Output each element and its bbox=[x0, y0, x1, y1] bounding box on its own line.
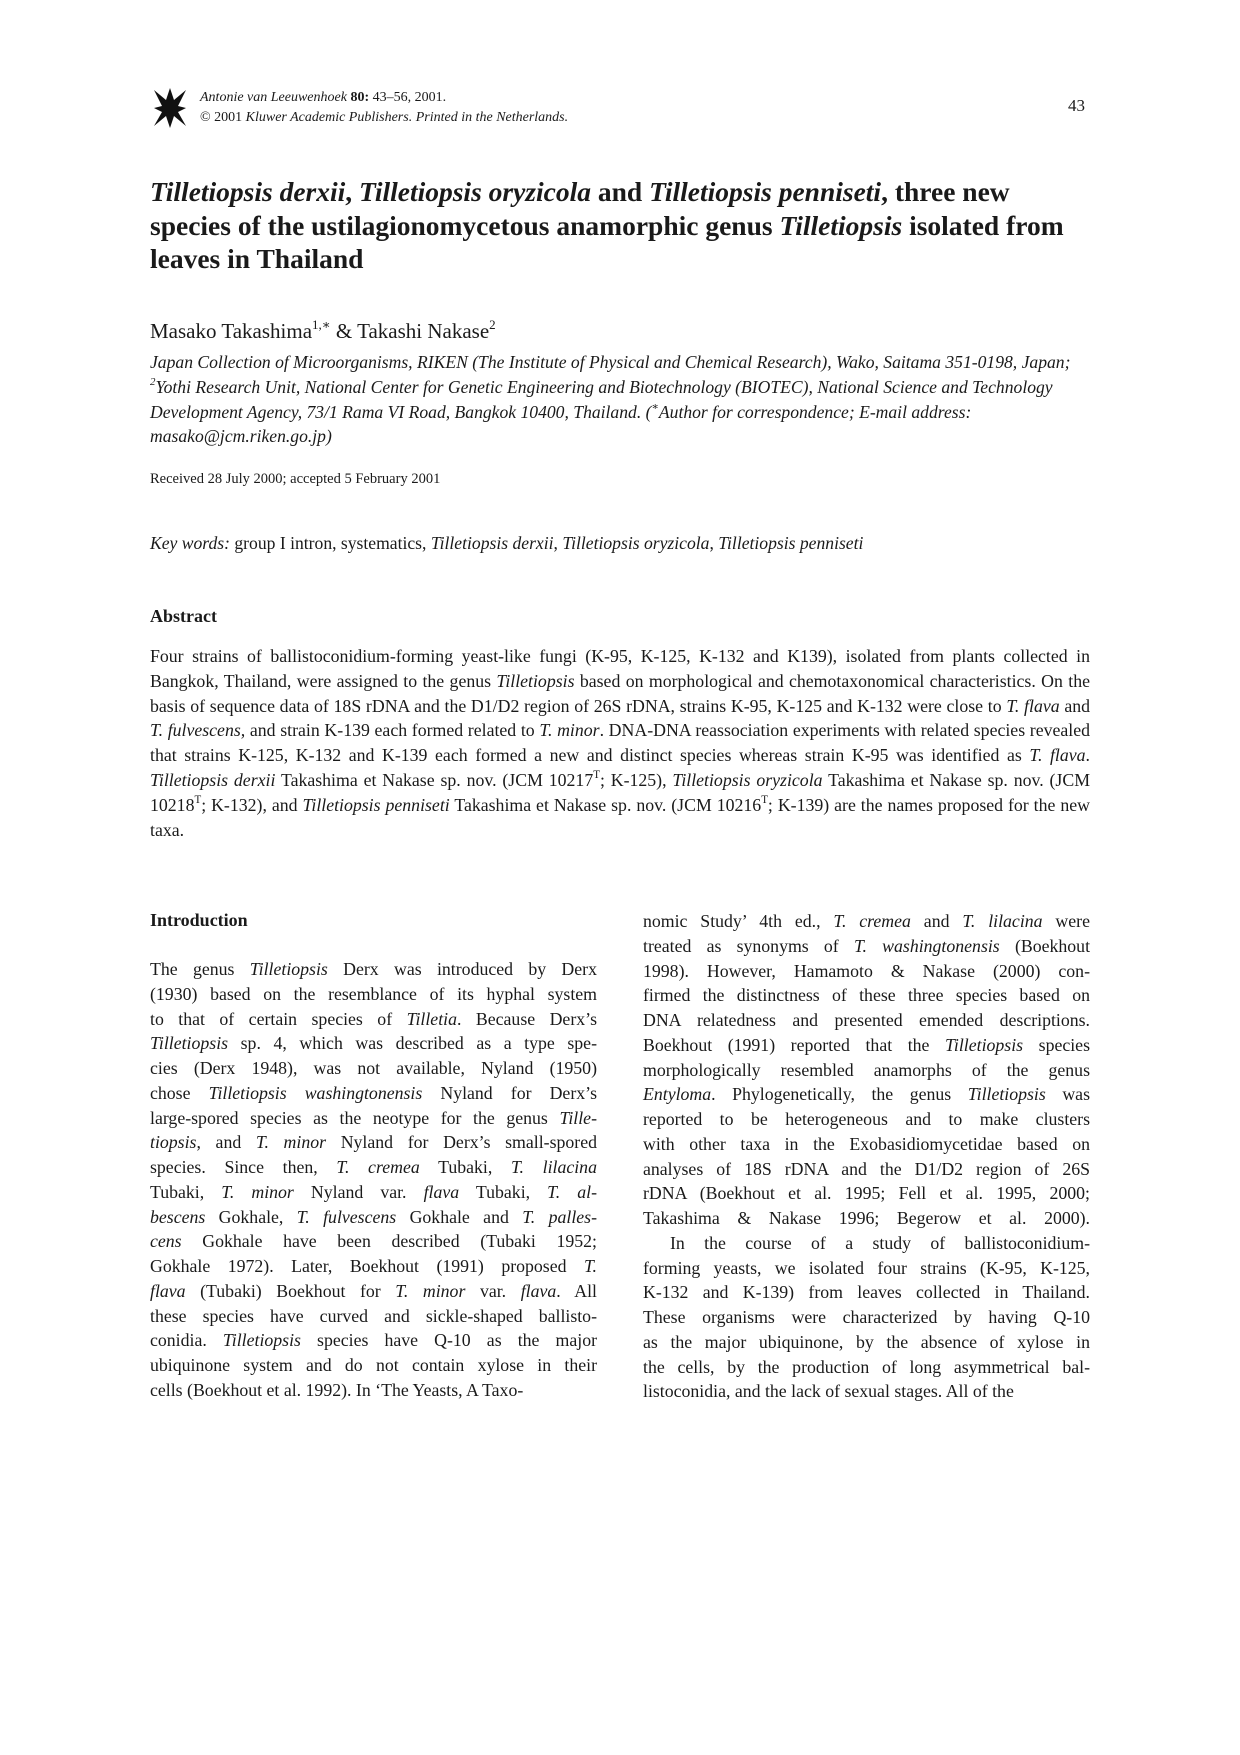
italic-term: Tilletiopsis washingtonensis bbox=[208, 1082, 423, 1103]
text-run: species. Since then, bbox=[150, 1157, 337, 1177]
text-run: Nyland for Derx’s bbox=[422, 1082, 597, 1103]
text-run: . Because Derx’s bbox=[456, 1008, 597, 1029]
text-run: (Tubaki) Boekhout for bbox=[185, 1280, 396, 1301]
text-run: Tubaki, bbox=[419, 1157, 511, 1177]
italic-term: T. minor bbox=[255, 1132, 327, 1153]
italic-term: cens bbox=[150, 1231, 182, 1252]
text-run: and bbox=[910, 911, 963, 931]
text-line bbox=[643, 1058, 1090, 1083]
italic-term: Tilletiopsis bbox=[222, 1330, 301, 1351]
italic-term: T. cremea bbox=[833, 911, 911, 931]
text-line bbox=[150, 1205, 597, 1230]
text-line bbox=[150, 1056, 597, 1081]
text-run: these species have curved and sickle-shaped ballisto- bbox=[150, 1305, 597, 1326]
publisher-logo bbox=[152, 86, 188, 130]
text-run: K-132 and K-139) from leaves collected in Thailand. bbox=[643, 1282, 1090, 1303]
abstract-heading: Abstract bbox=[150, 606, 217, 626]
introduction-right-column bbox=[643, 909, 1090, 1404]
italic-term: flava bbox=[423, 1181, 460, 1202]
italic-term: flava bbox=[150, 1280, 186, 1301]
italic-term: T. cremea bbox=[336, 1157, 420, 1177]
text-run: to that of certain species of bbox=[150, 1008, 407, 1029]
italic-term: T. lilacina bbox=[510, 1157, 597, 1177]
text-run: sp. 4, which was described as a type spe- bbox=[228, 1033, 597, 1054]
italic-term: Entyloma bbox=[643, 1084, 712, 1105]
text-run: chose bbox=[150, 1082, 209, 1103]
copyright-line: © 2001 Kluwer Academic Publishers. Printed in the Netherlands. bbox=[200, 110, 569, 125]
text-run: with other taxa in the Exobasidiomycetidae based on bbox=[643, 1133, 1090, 1154]
text-run: DNA relatedness and presented emended descriptions. bbox=[643, 1010, 1090, 1030]
text-line bbox=[643, 1355, 1090, 1380]
introduction-left-column bbox=[150, 957, 597, 1403]
text-run: Boekhout (1991) reported that the bbox=[643, 1034, 946, 1055]
introduction-heading: Introduction bbox=[150, 910, 248, 930]
text-run: the cells, by the production of long asymmetrical bal- bbox=[643, 1356, 1090, 1377]
text-run: Gokhale 1972). Later, Boekhout (1991) proposed bbox=[150, 1256, 584, 1276]
text-run: Takashima & Nakase 1996; Begerow et al. 2000). bbox=[643, 1208, 1090, 1228]
text-run: Gokhale have been described (Tubaki 1952; bbox=[181, 1231, 597, 1252]
text-line bbox=[150, 1304, 597, 1329]
text-run: (1930) based on the resemblance of its hyphal system bbox=[150, 983, 597, 1004]
text-run: (Boekhout bbox=[999, 935, 1091, 956]
text-line bbox=[643, 1256, 1090, 1281]
italic-term: T. bbox=[583, 1256, 597, 1276]
italic-term: T. palles- bbox=[522, 1206, 598, 1227]
paper-title: Tilletiopsis derxii, Tilletiopsis oryzicola and Tilletiopsis penniseti, three new species of the ustilagionomycetous anamorphic genus Tilletiopsis isolated from leaves in Thailand bbox=[150, 176, 1064, 274]
text-run: ubiquinone system and do not contain xylose in their bbox=[150, 1355, 597, 1375]
text-line bbox=[643, 1206, 1090, 1231]
text-line bbox=[643, 1181, 1090, 1206]
text-line bbox=[150, 957, 597, 982]
text-run: Nyland for Derx’s small-spored bbox=[326, 1132, 597, 1153]
text-line bbox=[150, 1378, 597, 1403]
italic-term: Tilletiopsis bbox=[249, 959, 328, 979]
text-run: 1998). However, Hamamoto & Nakase (2000) con- bbox=[643, 960, 1090, 981]
text-line bbox=[150, 1106, 597, 1131]
text-run: . All bbox=[556, 1280, 598, 1301]
italic-term: Tille- bbox=[559, 1107, 597, 1128]
page-number: 43 bbox=[1068, 96, 1085, 115]
text-run: species bbox=[1023, 1034, 1090, 1055]
text-line bbox=[643, 1107, 1090, 1132]
text-run: listoconidia, and the lack of sexual stages. All of the bbox=[643, 1381, 1014, 1402]
affiliation: Japan Collection of Microorganisms, RIKEN (The Institute of Physical and Chemical Research), Wako, Saitama 351-0198, Japan; $^2$Yothi Research Unit, National Center for Genetic Engineering and Biotechnology (BIOTEC), National Science and Technology Development Agency, 73/1 Rama VI Road, Bangkok 10400, Thailand. (∗Author for correspondence; E-mail address: masako@jcm.riken.go.jp) bbox=[150, 352, 1071, 447]
text-run: In the course of a study of ballistoconidium- bbox=[670, 1232, 1090, 1253]
text-line bbox=[150, 1007, 597, 1032]
italic-term: T. fulvescens bbox=[296, 1206, 397, 1227]
text-run: Tubaki, bbox=[459, 1181, 548, 1202]
text-run: Derx was introduced by Derx bbox=[327, 959, 597, 979]
text-run: as the major ubiquinone, by the absence of xylose in bbox=[643, 1331, 1090, 1352]
text-line bbox=[643, 1157, 1090, 1182]
text-run: cies (Derx 1948), was not available, Nyland (1950) bbox=[150, 1058, 597, 1078]
italic-term: flava bbox=[520, 1280, 557, 1301]
text-line bbox=[150, 982, 597, 1007]
text-line bbox=[643, 1033, 1090, 1058]
text-line bbox=[643, 909, 1090, 934]
text-run: Tubaki, bbox=[150, 1181, 222, 1202]
keywords: Key words: group I intron, systematics, Tilletiopsis derxii, Tilletiopsis oryzicola, Tilletiopsis penniseti bbox=[150, 533, 864, 553]
text-run: . Phylogenetically, the genus bbox=[711, 1084, 968, 1105]
text-line bbox=[150, 1353, 597, 1378]
text-line bbox=[643, 934, 1090, 959]
text-run: large-spored species as the neotype for the genus bbox=[150, 1107, 560, 1128]
text-run: Nyland var. bbox=[293, 1181, 424, 1202]
italic-term: Tilletia bbox=[406, 1008, 457, 1029]
journal-citation: Antonie van Leeuwenhoek 80: 43–56, 2001. bbox=[200, 90, 447, 105]
text-line bbox=[643, 1082, 1090, 1107]
italic-term: tiopsis bbox=[150, 1132, 197, 1153]
italic-term: Tilletiopsis bbox=[150, 1033, 229, 1054]
text-line bbox=[643, 1280, 1090, 1305]
italic-term: T. lilacina bbox=[962, 911, 1043, 931]
text-line bbox=[150, 1155, 597, 1180]
text-run: treated as synonyms of bbox=[643, 935, 854, 956]
text-run: Gokhale, bbox=[205, 1206, 297, 1227]
italic-term: T. minor bbox=[395, 1280, 466, 1301]
text-run: The genus bbox=[150, 959, 250, 979]
italic-term: T. washingtonensis bbox=[853, 935, 1000, 956]
text-line bbox=[150, 1130, 597, 1155]
author-list: Masako Takashima$^{1,∗}$ & Takashi Nakase$^2$ bbox=[150, 316, 496, 343]
text-run: species have Q-10 as the major bbox=[300, 1330, 598, 1351]
text-run: These organisms were characterized by having Q-10 bbox=[643, 1307, 1090, 1327]
abstract-text: Four strains of ballistoconidium-forming yeast-like fungi (K-95, K-125, K-132 and K139), isolated from plants collected in Bangkok, Thailand, were assigned to the genus Tilletiopsis based on morphological and chemotaxonomical characteristics. On the basis of sequence data of 18S rDNA and the D1/D2 region of 26S rDNA, strains K-95, K-125 and K-132 were close to T. flava and T. fulvescens, and strain K-139 each formed related to T. minor. DNA-DNA reassociation experiments with related species revealed that strains K-125, K-132 and K-139 each formed a new and distinct species whereas strain K-95 was identified as T. flava. Tilletiopsis derxii Takashima et Nakase sp. nov. (JCM $10217^T$; K-125), Tilletiopsis oryzicola Takashima et Nakase sp. nov. (JCM $10218^T$; K-132), and Tilletiopsis penniseti Takashima et Nakase sp. nov. (JCM $10216^T$; K-139) are the names proposed for the new taxa. bbox=[150, 646, 1091, 840]
text-line bbox=[150, 1081, 597, 1106]
text-run: was bbox=[1045, 1084, 1090, 1105]
text-line bbox=[643, 1379, 1090, 1404]
text-run: rDNA (Boekhout et al. 1995; Fell et al. 1995, 2000; bbox=[643, 1183, 1090, 1204]
text-run: cells (Boekhout et al. 1992). In ‘The Yeasts, A Taxo- bbox=[150, 1379, 524, 1400]
text-line bbox=[150, 1229, 597, 1254]
text-line bbox=[150, 1328, 597, 1353]
italic-term: bescens bbox=[150, 1206, 206, 1227]
text-run: reported to be heterogeneous and to make clusters bbox=[643, 1109, 1090, 1129]
text-run: analyses of 18S rDNA and the D1/D2 region of 26S bbox=[643, 1158, 1090, 1179]
text-run: nomic Study’ 4th ed., bbox=[643, 911, 834, 931]
text-line bbox=[643, 1231, 1090, 1256]
text-run: , and bbox=[196, 1132, 256, 1153]
text-line bbox=[643, 1008, 1090, 1033]
text-run: conidia. bbox=[150, 1330, 223, 1351]
text-line bbox=[150, 1180, 597, 1205]
text-line bbox=[643, 1132, 1090, 1157]
text-run: firmed the distinctness of these three species based on bbox=[643, 985, 1090, 1006]
text-line bbox=[150, 1279, 597, 1304]
text-line bbox=[643, 959, 1090, 984]
italic-term: Tilletiopsis bbox=[967, 1084, 1046, 1105]
italic-term: Tilletiopsis bbox=[945, 1034, 1024, 1055]
text-line bbox=[150, 1031, 597, 1056]
italic-term: T. minor bbox=[221, 1181, 294, 1202]
text-run: var. bbox=[465, 1280, 521, 1301]
text-line bbox=[643, 1305, 1090, 1330]
text-line bbox=[643, 983, 1090, 1008]
text-run: morphologically resembled anamorphs of the genus bbox=[643, 1059, 1090, 1080]
text-run: were bbox=[1042, 911, 1090, 931]
text-run: Gokhale and bbox=[396, 1206, 523, 1227]
text-line bbox=[643, 1330, 1090, 1355]
received-dates: Received 28 July 2000; accepted 5 February 2001 bbox=[150, 471, 441, 487]
italic-term: T. al- bbox=[547, 1181, 597, 1202]
text-run: forming yeasts, we isolated four strains (K-95, K-125, bbox=[643, 1257, 1090, 1278]
text-line bbox=[150, 1254, 597, 1279]
